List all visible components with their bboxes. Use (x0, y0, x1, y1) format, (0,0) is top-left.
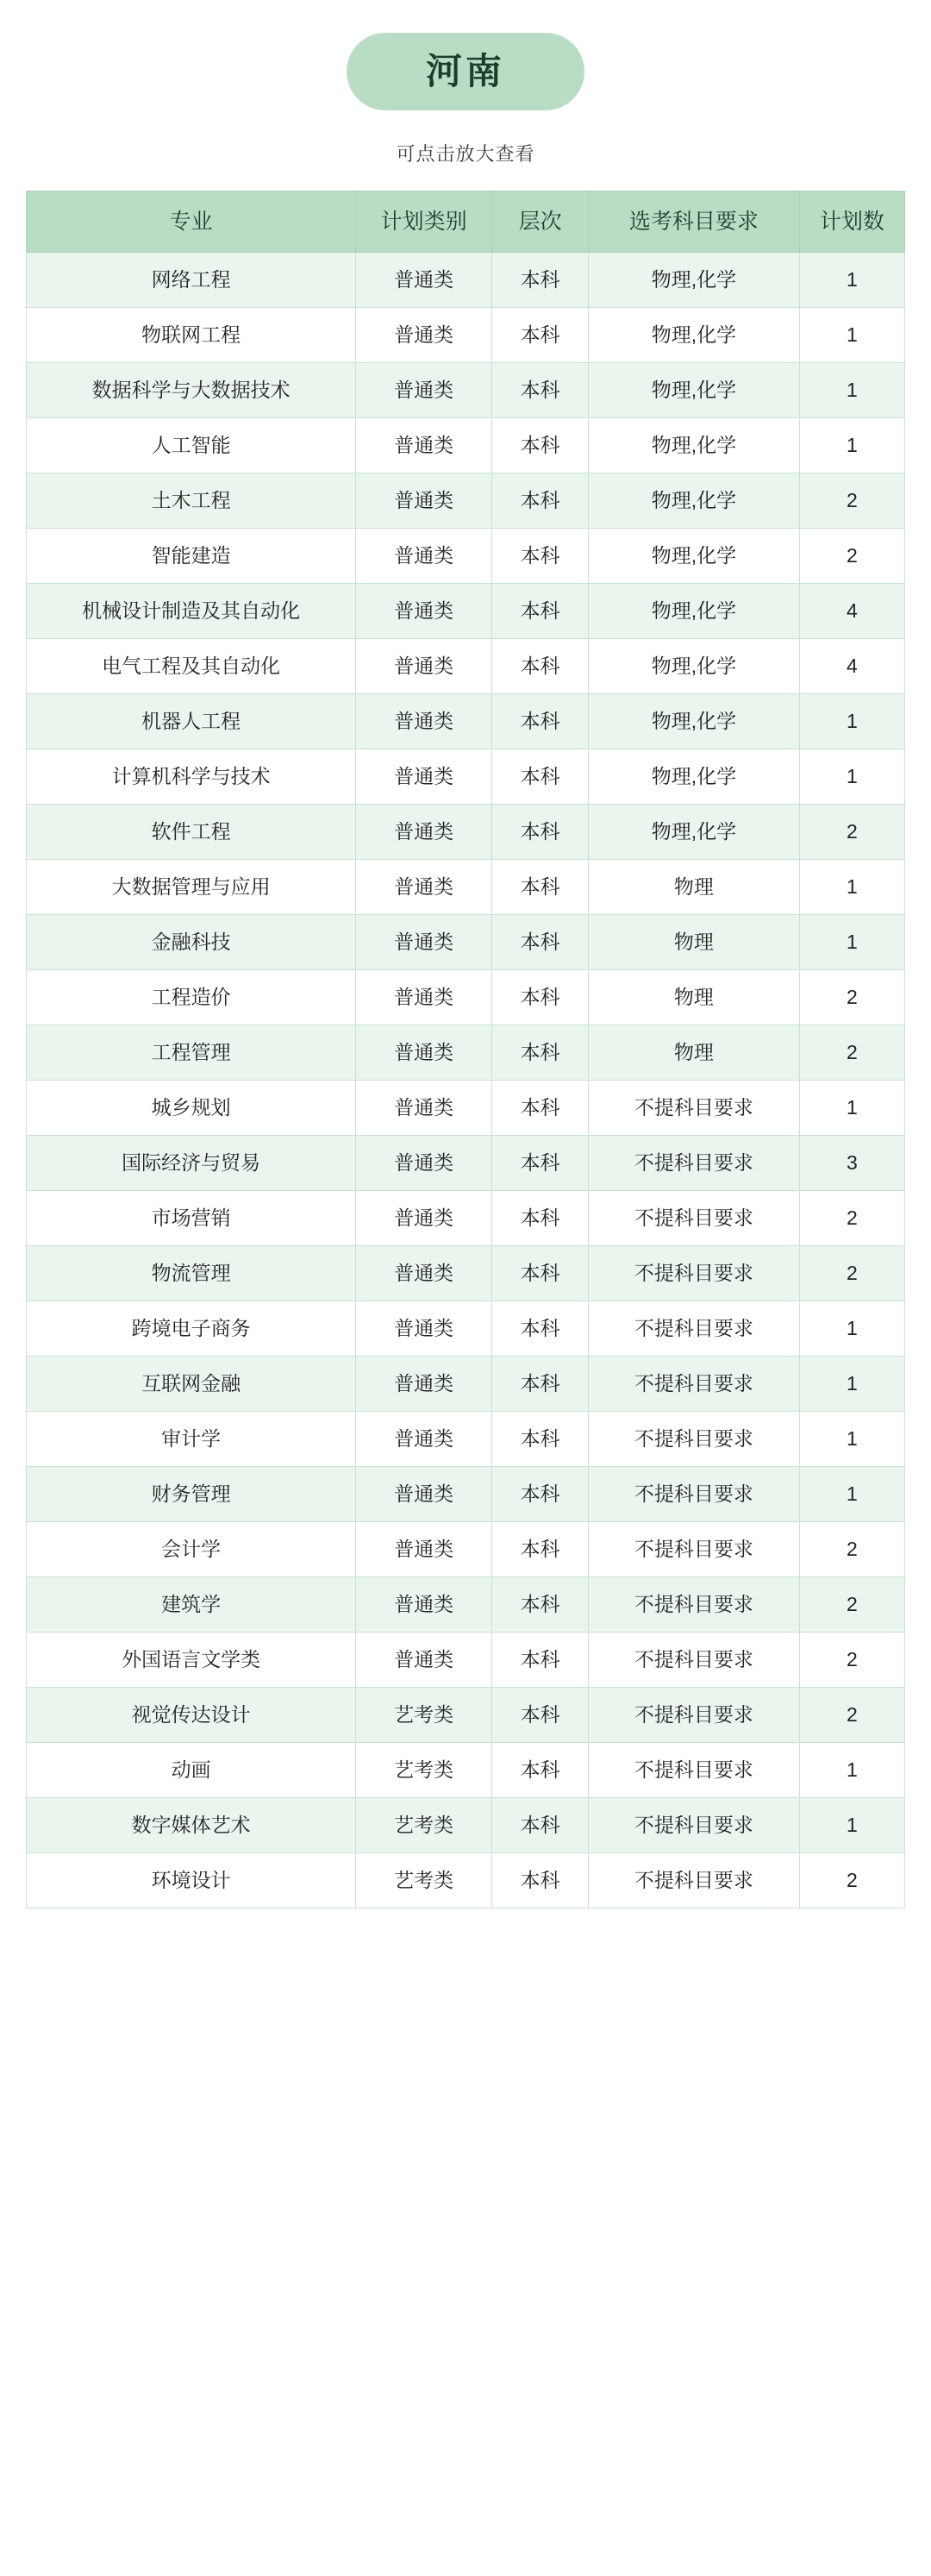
cell-plan-count: 1 (799, 1798, 904, 1853)
cell-subject-requirement: 物理,化学 (589, 363, 800, 418)
cell-subject-requirement: 不提科目要求 (589, 1467, 800, 1522)
cell-plan-type: 普通类 (356, 970, 492, 1025)
cell-plan-count: 1 (799, 749, 904, 805)
cell-plan-count: 3 (799, 1136, 904, 1191)
cell-plan-type: 普通类 (356, 860, 492, 915)
cell-major: 建筑学 (27, 1577, 356, 1633)
cell-major: 物流管理 (27, 1246, 356, 1301)
cell-plan-type: 普通类 (356, 915, 492, 970)
cell-major: 网络工程 (27, 253, 356, 308)
table-row (27, 1246, 905, 1301)
cell-level: 本科 (492, 1025, 589, 1081)
table-row (27, 418, 905, 473)
cell-subject-requirement: 不提科目要求 (589, 1191, 800, 1246)
cell-plan-type: 普通类 (356, 1412, 492, 1467)
table-row (27, 1633, 905, 1688)
table-row (27, 1025, 905, 1081)
cell-major: 软件工程 (27, 805, 356, 860)
cell-subject-requirement: 物理,化学 (589, 694, 800, 749)
cell-level: 本科 (492, 1798, 589, 1853)
cell-subject-requirement: 物理,化学 (589, 749, 800, 805)
table-row (27, 915, 905, 970)
table-row (27, 749, 905, 805)
cell-subject-requirement: 物理,化学 (589, 805, 800, 860)
cell-plan-count: 1 (799, 1301, 904, 1357)
cell-level: 本科 (492, 584, 589, 639)
cell-plan-count: 1 (799, 694, 904, 749)
column-header-major: 专业 (27, 191, 356, 253)
table-row (27, 1743, 905, 1798)
cell-major: 城乡规划 (27, 1081, 356, 1136)
cell-subject-requirement: 物理,化学 (589, 529, 800, 584)
cell-plan-count: 2 (799, 970, 904, 1025)
cell-plan-type: 普通类 (356, 308, 492, 363)
cell-plan-type: 普通类 (356, 749, 492, 805)
cell-subject-requirement: 不提科目要求 (589, 1357, 800, 1412)
cell-major: 计算机科学与技术 (27, 749, 356, 805)
cell-level: 本科 (492, 1357, 589, 1412)
cell-plan-count: 1 (799, 915, 904, 970)
cell-level: 本科 (492, 1412, 589, 1467)
table-row (27, 1577, 905, 1633)
cell-subject-requirement: 不提科目要求 (589, 1688, 800, 1743)
cell-major: 数据科学与大数据技术 (27, 363, 356, 418)
cell-level: 本科 (492, 1246, 589, 1301)
cell-plan-type: 普通类 (356, 1136, 492, 1191)
cell-plan-count: 1 (799, 418, 904, 473)
table-row (27, 805, 905, 860)
cell-plan-count: 2 (799, 1246, 904, 1301)
cell-major: 环境设计 (27, 1853, 356, 1908)
enrollment-plan-table[interactable] (26, 191, 905, 1908)
table-row (27, 1522, 905, 1577)
cell-subject-requirement: 不提科目要求 (589, 1798, 800, 1853)
cell-subject-requirement: 不提科目要求 (589, 1522, 800, 1577)
cell-plan-type: 普通类 (356, 1633, 492, 1688)
cell-level: 本科 (492, 1522, 589, 1577)
cell-level: 本科 (492, 1136, 589, 1191)
table-row (27, 1081, 905, 1136)
cell-level: 本科 (492, 253, 589, 308)
cell-plan-count: 1 (799, 1081, 904, 1136)
cell-subject-requirement: 不提科目要求 (589, 1633, 800, 1688)
table-row (27, 584, 905, 639)
zoom-hint-text: 可点击放大查看 (396, 143, 535, 166)
cell-level: 本科 (492, 1633, 589, 1688)
cell-plan-count: 4 (799, 584, 904, 639)
cell-major: 数字媒体艺术 (27, 1798, 356, 1853)
cell-plan-count: 2 (799, 529, 904, 584)
cell-major: 智能建造 (27, 529, 356, 584)
cell-major: 视觉传达设计 (27, 1688, 356, 1743)
cell-major: 机器人工程 (27, 694, 356, 749)
table-row (27, 1688, 905, 1743)
column-header-subject-requirement: 选考科目要求 (589, 191, 800, 253)
cell-subject-requirement: 物理,化学 (589, 253, 800, 308)
cell-plan-type: 普通类 (356, 1191, 492, 1246)
cell-plan-count: 1 (799, 308, 904, 363)
table-row (27, 1136, 905, 1191)
cell-plan-count: 2 (799, 805, 904, 860)
table-row (27, 694, 905, 749)
cell-subject-requirement: 不提科目要求 (589, 1412, 800, 1467)
table-row (27, 253, 905, 308)
cell-subject-requirement: 物理 (589, 1025, 800, 1081)
cell-plan-count: 1 (799, 1743, 904, 1798)
cell-plan-type: 艺考类 (356, 1688, 492, 1743)
cell-major: 工程管理 (27, 1025, 356, 1081)
cell-plan-count: 1 (799, 1467, 904, 1522)
cell-subject-requirement: 物理,化学 (589, 584, 800, 639)
cell-plan-type: 普通类 (356, 1246, 492, 1301)
cell-subject-requirement: 不提科目要求 (589, 1246, 800, 1301)
cell-level: 本科 (492, 1743, 589, 1798)
cell-plan-type: 艺考类 (356, 1743, 492, 1798)
cell-plan-type: 普通类 (356, 1301, 492, 1357)
cell-plan-count: 2 (799, 1688, 904, 1743)
cell-plan-type: 普通类 (356, 253, 492, 308)
cell-plan-type: 普通类 (356, 529, 492, 584)
cell-plan-count: 1 (799, 363, 904, 418)
table-row (27, 1191, 905, 1246)
cell-major: 工程造价 (27, 970, 356, 1025)
cell-major: 会计学 (27, 1522, 356, 1577)
cell-plan-type: 普通类 (356, 363, 492, 418)
cell-level: 本科 (492, 308, 589, 363)
cell-level: 本科 (492, 1301, 589, 1357)
cell-level: 本科 (492, 1853, 589, 1908)
table-row (27, 970, 905, 1025)
cell-subject-requirement: 物理,化学 (589, 639, 800, 694)
cell-subject-requirement: 物理,化学 (589, 473, 800, 529)
cell-subject-requirement: 不提科目要求 (589, 1853, 800, 1908)
table-row (27, 860, 905, 915)
cell-level: 本科 (492, 473, 589, 529)
cell-level: 本科 (492, 363, 589, 418)
table-row (27, 1301, 905, 1357)
cell-major: 审计学 (27, 1412, 356, 1467)
table-row (27, 1412, 905, 1467)
cell-plan-type: 艺考类 (356, 1853, 492, 1908)
cell-level: 本科 (492, 970, 589, 1025)
cell-plan-count: 1 (799, 1357, 904, 1412)
cell-major: 财务管理 (27, 1467, 356, 1522)
table-row (27, 639, 905, 694)
cell-plan-type: 普通类 (356, 805, 492, 860)
cell-plan-type: 普通类 (356, 473, 492, 529)
cell-level: 本科 (492, 1467, 589, 1522)
cell-level: 本科 (492, 529, 589, 584)
cell-level: 本科 (492, 749, 589, 805)
cell-level: 本科 (492, 1688, 589, 1743)
cell-level: 本科 (492, 418, 589, 473)
cell-major: 大数据管理与应用 (27, 860, 356, 915)
table-row (27, 529, 905, 584)
cell-plan-type: 普通类 (356, 1081, 492, 1136)
cell-plan-count: 4 (799, 639, 904, 694)
cell-subject-requirement: 不提科目要求 (589, 1136, 800, 1191)
cell-plan-count: 2 (799, 1577, 904, 1633)
cell-plan-count: 2 (799, 1853, 904, 1908)
enrollment-plan-table-wrap[interactable] (26, 191, 905, 1943)
cell-plan-type: 普通类 (356, 1025, 492, 1081)
cell-plan-type: 艺考类 (356, 1798, 492, 1853)
table-row (27, 363, 905, 418)
cell-plan-type: 普通类 (356, 1467, 492, 1522)
cell-major: 国际经济与贸易 (27, 1136, 356, 1191)
table-row (27, 1467, 905, 1522)
cell-level: 本科 (492, 805, 589, 860)
cell-subject-requirement: 物理,化学 (589, 418, 800, 473)
column-header-level: 层次 (492, 191, 589, 253)
cell-plan-count: 2 (799, 1025, 904, 1081)
cell-plan-count: 2 (799, 1191, 904, 1246)
cell-plan-type: 普通类 (356, 1522, 492, 1577)
cell-plan-count: 1 (799, 860, 904, 915)
cell-major: 动画 (27, 1743, 356, 1798)
cell-plan-count: 2 (799, 473, 904, 529)
cell-level: 本科 (492, 1081, 589, 1136)
cell-subject-requirement: 物理 (589, 970, 800, 1025)
cell-plan-type: 普通类 (356, 1577, 492, 1633)
cell-level: 本科 (492, 860, 589, 915)
table-row (27, 1853, 905, 1908)
cell-plan-type: 普通类 (356, 1357, 492, 1412)
table-row (27, 1357, 905, 1412)
cell-plan-count: 1 (799, 1412, 904, 1467)
column-header-plan-type: 计划类别 (356, 191, 492, 253)
cell-subject-requirement: 物理 (589, 860, 800, 915)
cell-major: 互联网金融 (27, 1357, 356, 1412)
cell-major: 机械设计制造及其自动化 (27, 584, 356, 639)
table-row (27, 1798, 905, 1853)
cell-plan-type: 普通类 (356, 694, 492, 749)
cell-subject-requirement: 物理,化学 (589, 308, 800, 363)
cell-plan-count: 2 (799, 1633, 904, 1688)
cell-major: 跨境电子商务 (27, 1301, 356, 1357)
table-header-row (27, 191, 905, 253)
cell-plan-type: 普通类 (356, 584, 492, 639)
table-body (27, 253, 905, 1908)
cell-level: 本科 (492, 1577, 589, 1633)
cell-plan-type: 普通类 (356, 418, 492, 473)
cell-major: 金融科技 (27, 915, 356, 970)
cell-plan-count: 1 (799, 253, 904, 308)
cell-level: 本科 (492, 639, 589, 694)
page-title: 河南 (347, 33, 584, 110)
column-header-plan-count: 计划数 (799, 191, 904, 253)
cell-plan-type: 普通类 (356, 639, 492, 694)
cell-subject-requirement: 不提科目要求 (589, 1301, 800, 1357)
cell-plan-count: 2 (799, 1522, 904, 1577)
cell-subject-requirement: 不提科目要求 (589, 1577, 800, 1633)
cell-level: 本科 (492, 1191, 589, 1246)
cell-level: 本科 (492, 694, 589, 749)
cell-major: 外国语言文学类 (27, 1633, 356, 1688)
table-row (27, 473, 905, 529)
cell-subject-requirement: 物理 (589, 915, 800, 970)
cell-major: 土木工程 (27, 473, 356, 529)
cell-major: 物联网工程 (27, 308, 356, 363)
cell-level: 本科 (492, 915, 589, 970)
cell-subject-requirement: 不提科目要求 (589, 1081, 800, 1136)
table-row (27, 308, 905, 363)
title-area (26, 0, 905, 110)
cell-major: 人工智能 (27, 418, 356, 473)
cell-subject-requirement: 不提科目要求 (589, 1743, 800, 1798)
cell-major: 市场营销 (27, 1191, 356, 1246)
cell-major: 电气工程及其自动化 (27, 639, 356, 694)
